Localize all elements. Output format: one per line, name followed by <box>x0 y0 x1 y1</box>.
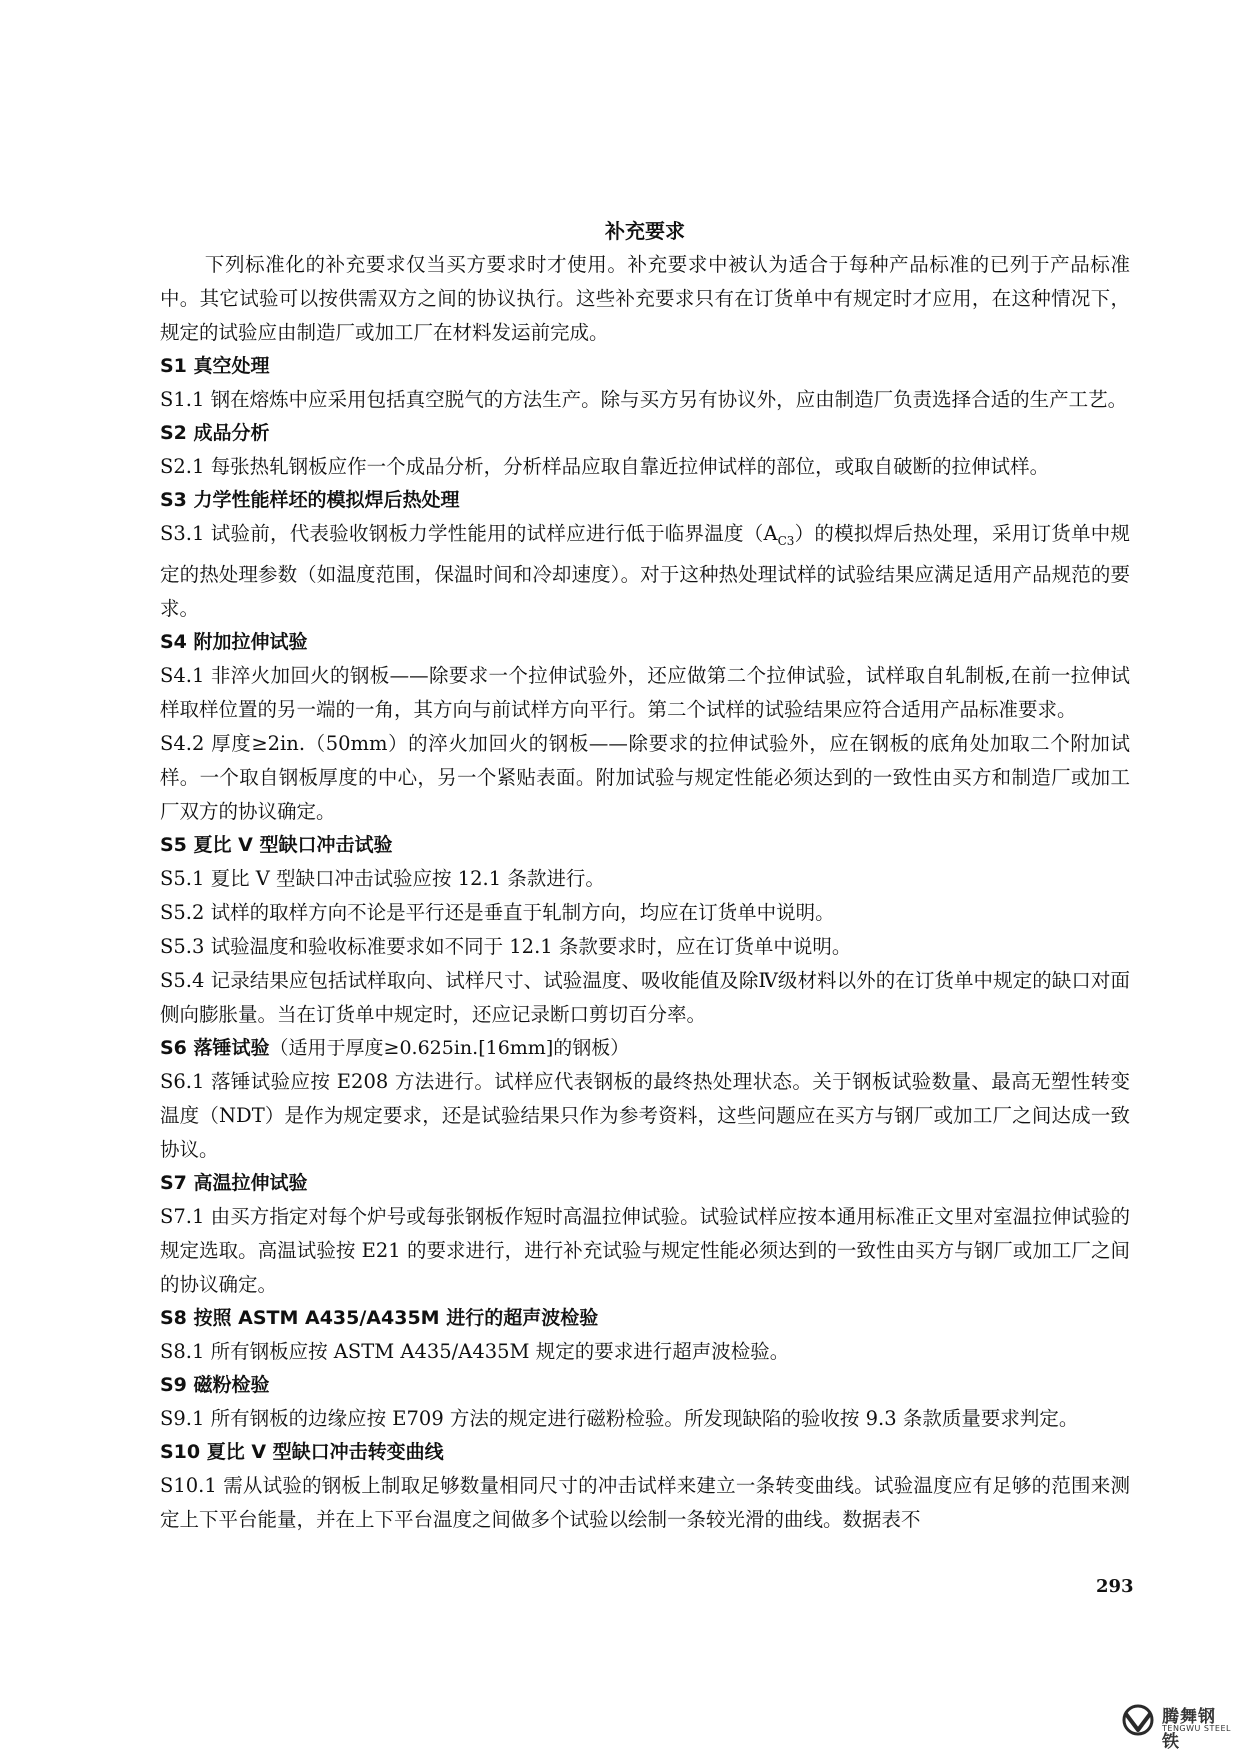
section-s5-paragraph-1: S5.1 夏比 V 型缺口冲击试验应按 12.1 条款进行。 <box>160 866 605 890</box>
section-s3-heading: S3 力学性能样坯的模拟焊后热处理 <box>160 489 460 511</box>
section-s5-heading: S5 夏比 V 型缺口冲击试验 <box>160 833 393 856</box>
brand-logo <box>1120 1700 1232 1752</box>
section-s4-paragraph-2: S4.2 厚度≥2in.（50mm）的淬火加回火的钢板——除要求的拉伸试验外，应在钢板的底角处加取二个附加试样。一个取自钢板厚度的中心，另一个紧贴表面。附加试验与规定性能必须达到的一致性由买方和制造厂或加工厂双方的协议确定。 <box>160 731 1130 823</box>
section-s5-paragraph-4: S5.4 记录结果应包括试样取向、试样尺寸、试验温度、吸收能值及除Ⅳ级材料以外的在订货单中规定的缺口对面侧向膨胀量。当在订货单中规定时，还应记录断口剪切百分率。 <box>160 968 1130 1026</box>
section-s8-paragraph-1: S8.1 所有钢板应按 ASTM A435/A435M 规定的要求进行超声波检验。 <box>160 1339 790 1363</box>
section-s7-paragraph-1: S7.1 由买方指定对每个炉号或每张钢板作短时高温拉伸试验。试验试样应按本通用标准正文里对室温拉伸试验的规定选取。高温试验按 E21 的要求进行，进行补充试验与规定性能必须达到的一致性由买方与钢厂或加工厂之间的协议确定。 <box>160 1204 1130 1296</box>
section-s8-heading: S8 按照 ASTM A435/A435M 进行的超声波检验 <box>160 1306 599 1329</box>
s6-heading-note: （适用于厚度≥0.625in.[16mm]的钢板） <box>269 1036 630 1059</box>
section-s5-paragraph-3: S5.3 试验温度和验收标准要求如不同于 12.1 条款要求时，应在订货单中说明。 <box>160 934 852 958</box>
logo-name-en: TENGWU STEEL <box>1162 1724 1231 1733</box>
s3-subscript: C3 <box>777 533 795 548</box>
s6-heading-text: S6 落锤试验 <box>160 1036 270 1059</box>
section-s2-paragraph-1: S2.1 每张热轧钢板应作一个成品分析，分析样品应取自靠近拉伸试样的部位，或取自破断的拉伸试样。 <box>160 455 1050 478</box>
section-s4-paragraph-1: S4.1 非淬火加回火的钢板——除要求一个拉伸试验外，还应做第二个拉伸试验，试样取自轧制板,在前一拉伸试样取样位置的另一端的一角，其方向与前试样方向平行。第二个试样的试验结果应符合适用产品标准要求。 <box>160 663 1130 721</box>
section-s9-heading: S9 磁粉检验 <box>160 1373 270 1396</box>
logo-name-cn: 腾舞钢铁 <box>1162 1707 1216 1752</box>
document-body <box>160 216 1130 1537</box>
section-s10-paragraph-1: S10.1 需从试验的钢板上制取足够数量相同尺寸的冲击试样来建立一条转变曲线。试验温度应有足够的范围来测定上下平台能量，并在上下平台温度之间做多个试验以绘制一条较光滑的曲线。数据表不 <box>160 1473 1130 1531</box>
page-title: 补充要求 <box>605 219 685 243</box>
section-s6-paragraph-1: S6.1 落锤试验应按 E208 方法进行。试样应代表钢板的最终热处理状态。关于钢板试验数量、最高无塑性转变温度（NDT）是作为规定要求，还是试验结果只作为参考资料，这些问题应在买方与钢厂或加工厂之间达成一致协议。 <box>160 1069 1130 1161</box>
section-s5-paragraph-2: S5.2 试样的取样方向不论是平行还是垂直于轧制方向，均应在订货单中说明。 <box>160 900 835 924</box>
section-s4-heading: S4 附加拉伸试验 <box>160 630 308 653</box>
intro-paragraph: 下列标准化的补充要求仅当买方要求时才使用。补充要求中被认为适合于每种产品标准的已列于产品标准中。其它试验可以按供需双方之间的协议执行。这些补充要求只有在订货单中有规定时才应用，在这种情况下，规定的试验应由制造厂或加工厂在材料发运前完成。 <box>160 253 1130 344</box>
page-number: 293 <box>1096 1576 1134 1597</box>
section-s9-paragraph-1: S9.1 所有钢板的边缘应按 E709 方法的规定进行磁粉检验。所发现缺陷的验收按 9.3 条款质量要求判定。 <box>160 1406 1079 1430</box>
tengwu-logo-icon <box>1120 1704 1156 1736</box>
section-s2-heading: S2 成品分析 <box>160 422 270 444</box>
section-s6-heading <box>160 1032 1130 1065</box>
section-s1-paragraph-1: S1.1 钢在熔炼中应采用包括真空脱气的方法生产。除与买方另有协议外，应由制造厂负责选择合适的生产工艺。 <box>160 388 1128 411</box>
s3-text-part-a: S3.1 试验前，代表验收钢板力学性能用的试样应进行低于临界温度（A <box>160 522 778 545</box>
s3-text-part-b: ）的模拟焊后热处理，采用订货单中规定的热处理参数（如温度范围，保温时间和冷却速度）。对于这种热处理试样的试验结果应满足适用产品规范的要求。 <box>160 522 1130 620</box>
section-s7-heading: S7 高温拉伸试验 <box>160 1171 308 1194</box>
section-s3-paragraph-1 <box>160 517 1130 626</box>
section-s10-heading: S10 夏比 V 型缺口冲击转变曲线 <box>160 1440 444 1463</box>
section-s1-heading: S1 真空处理 <box>160 355 270 377</box>
